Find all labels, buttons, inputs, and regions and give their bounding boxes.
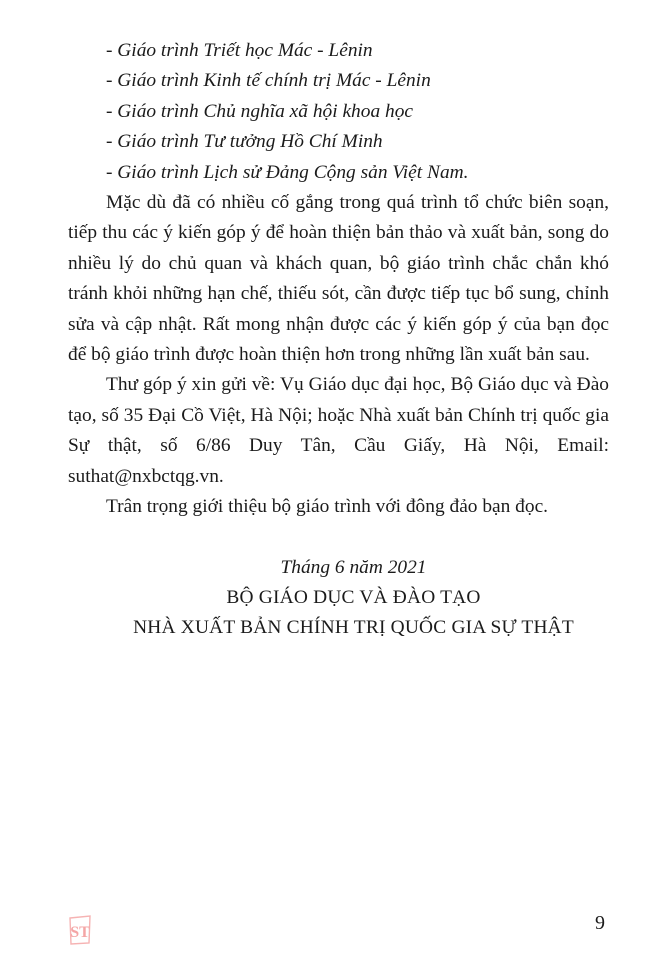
paragraph-contact-address: Thư góp ý xin gửi về: Vụ Giáo dục đại học, Bộ Giáo dục và Đào tạo, số 35 Đại Cồ Việt, Hà Nội; hoặc Nhà xuất bản Chính trị quốc gia Sự thật, số 6/86 Duy Tân, Cầu Giấy, Hà Nội, Email: suthat@nxbctqg.vn. bbox=[68, 374, 609, 487]
list-item: - Giáo trình Kinh tế chính trị Mác - Lênin bbox=[106, 70, 431, 92]
signature-block bbox=[68, 553, 609, 644]
svg-text:ST: ST bbox=[70, 924, 90, 941]
publisher-logo-icon bbox=[68, 915, 92, 945]
list-item: - Giáo trình Tư tưởng Hồ Chí Minh bbox=[106, 131, 383, 153]
closing-line: Trân trọng giới thiệu bộ giáo trình với đông đảo bạn đọc. bbox=[106, 496, 549, 518]
list-item: - Giáo trình Chủ nghĩa xã hội khoa học bbox=[106, 100, 413, 122]
paragraph-feedback-note: Mặc dù đã có nhiều cố gắng trong quá trình tổ chức biên soạn, tiếp thu các ý kiến góp ý để hoàn thiện bản thảo và xuất bản, song do nhiều lý do chủ quan và khách quan, bộ giáo trình chắc chắn khó tránh khỏi những hạn chế, thiếu sót, cần được tiếp tục bổ sung, chỉnh sửa và cập nhật. Rất mong nhận được các ý kiến góp ý của bạn đọc để bộ giáo trình được hoàn thiện hơn trong những lần xuất bản sau. bbox=[68, 192, 609, 366]
textbook-list bbox=[68, 36, 609, 188]
signature-org-ministry: BỘ GIÁO DỤC VÀ ĐÀO TẠO bbox=[226, 586, 481, 608]
page-number: 9 bbox=[595, 912, 605, 934]
signature-org-publisher: NHÀ XUẤT BẢN CHÍNH TRỊ QUỐC GIA SỰ THẬT bbox=[133, 617, 574, 639]
list-item: - Giáo trình Lịch sử Đảng Cộng sản Việt Nam. bbox=[106, 161, 469, 183]
list-item: - Giáo trình Triết học Mác - Lênin bbox=[106, 40, 373, 61]
document-page bbox=[68, 36, 609, 644]
signature-date: Tháng 6 năm 2021 bbox=[280, 556, 427, 578]
